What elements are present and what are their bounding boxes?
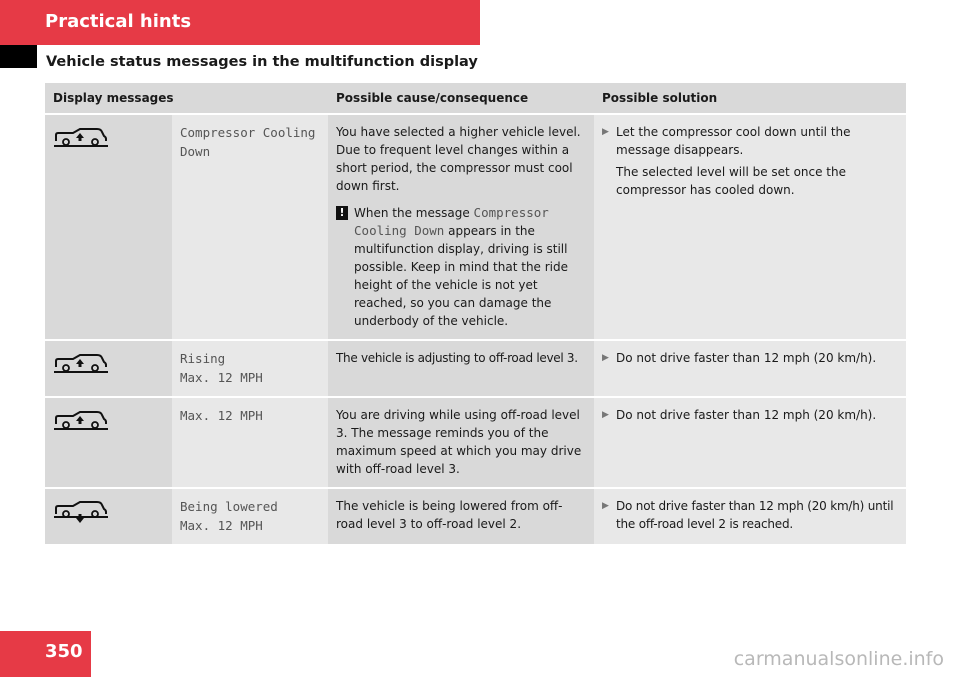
display-message-line: Compressor Cooling [180, 125, 316, 140]
cause-cell [328, 488, 594, 545]
note-text: When the message Compressor Cooling Down appears in the multifunction display, driving is still possible. Keep in mind that the ride height of the vehicle is not yet reached, so you can damage the underbody of the vehicle. [354, 205, 569, 328]
warning-note [336, 204, 586, 330]
triangle-bullet-icon: ▶ [602, 410, 609, 420]
table-header-row [45, 83, 906, 114]
triangle-bullet-icon: ▶ [602, 353, 609, 363]
icon-cell [45, 397, 172, 488]
table-row [45, 397, 906, 488]
vehicle-level-lower-icon [53, 501, 111, 523]
table-row [45, 488, 906, 545]
solution-item [602, 406, 898, 424]
black-marker [0, 45, 37, 68]
display-message-line: Max. 12 MPH [180, 518, 263, 533]
display-message-line: Being lowered [180, 499, 278, 514]
table-row [45, 114, 906, 340]
section-tab: Practical hints [0, 0, 480, 45]
display-message-cell [172, 340, 328, 397]
table-row [45, 340, 906, 397]
status-messages-table [45, 83, 906, 546]
solution-text: The selected level will be set once the compressor has cooled down. [616, 165, 847, 197]
solution-cell [594, 114, 906, 340]
cause-text: You are driving while using off-road level 3. The message reminds you of the maximum speed at which you may drive with off-road level 3. [336, 408, 582, 476]
watermark: carmanualsonline.info [733, 648, 944, 670]
cause-text: The vehicle is being lowered from off-road level 3 to off-road level 2. [336, 499, 563, 531]
cause-cell [328, 114, 594, 340]
cause-text: You have selected a higher vehicle level. Due to frequent level changes within a short period, the compressor must cool down first. [336, 125, 581, 193]
display-message-line: Down [180, 144, 211, 159]
solution-text: Do not drive faster than 12 mph (20 km/h). [616, 351, 877, 365]
solution-text: Let the compressor cool down until the message disappears. [616, 125, 851, 157]
solution-cell [594, 397, 906, 488]
display-message-line: Max. 12 MPH [180, 408, 263, 423]
column-header-solution: Possible solution [594, 83, 906, 114]
display-message-line: Rising [180, 351, 226, 366]
vehicle-level-raise-icon [53, 410, 111, 432]
display-message-line: Max. 12 MPH [180, 370, 263, 385]
display-message-cell [172, 397, 328, 488]
exclamation-icon: ! [336, 206, 348, 220]
solution-text: Do not drive faster than 12 mph (20 km/h) until the off-road level 2 is reached. [616, 499, 894, 531]
page-heading: Vehicle status messages in the multifunction display [46, 54, 478, 70]
icon-cell [45, 114, 172, 340]
column-header-display: Display messages [45, 83, 328, 114]
solution-cell [594, 340, 906, 397]
triangle-bullet-icon: ▶ [602, 127, 609, 137]
display-message-cell [172, 114, 328, 340]
solution-item [602, 349, 898, 367]
cause-cell [328, 397, 594, 488]
triangle-bullet-icon: ▶ [602, 501, 609, 511]
vehicle-level-raise-icon [53, 353, 111, 375]
page-number: 350 [0, 631, 91, 677]
solution-item [602, 123, 898, 199]
cause-text: The vehicle is adjusting to off-road level 3. [336, 351, 578, 365]
display-message-cell [172, 488, 328, 545]
icon-cell [45, 488, 172, 545]
solution-cell [594, 488, 906, 545]
solution-item [602, 497, 898, 533]
cause-cell [328, 340, 594, 397]
solution-text: Do not drive faster than 12 mph (20 km/h). [616, 408, 877, 422]
icon-cell [45, 340, 172, 397]
vehicle-level-raise-icon [53, 127, 111, 149]
column-header-cause: Possible cause/consequence [328, 83, 594, 114]
